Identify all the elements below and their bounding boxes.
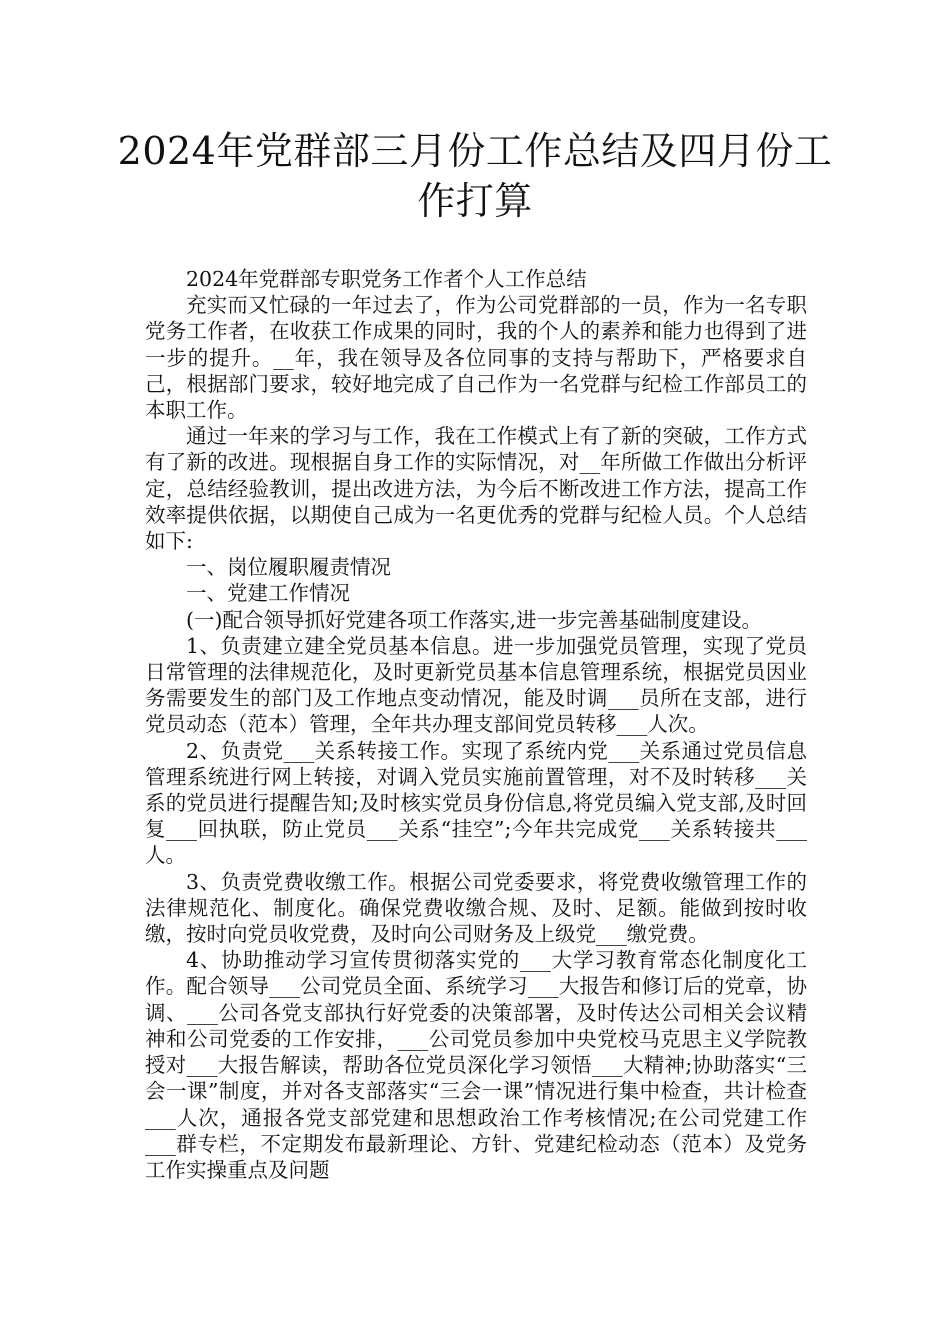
summary-paragraph: 通过一年来的学习与工作，我在工作模式上有了新的突破，工作方式有了新的改进。现根据自身工作的实际情况，对__年所做工作做出分析评定，总结经验教训，提出改进方法，为今后不断改进工作方法，提高工作效率提供依据，以期使自己成为一名更优秀的党群与纪检人员。个人总结如下: <box>145 424 807 554</box>
item-paragraph-3: 3、负责党费收缴工作。根据公司党委要求，将党费收缴管理工作的法律规范化、制度化。确保党费收缴合规、及时、足额。能做到按时收缴，按时向党员收党费，及时向公司财务及上级党___缴党费。 <box>145 869 807 947</box>
item-paragraph-1: 1、负责建立建全党员基本信息。进一步加强党员管理，实现了党员日常管理的法律规范化，及时更新党员基本信息管理系统，根据党员因业务需要发生的部门及工作地点变动情况，能及时调___员所在支部，进行党员动态（范本）管理，全年共办理支部间党员转移___人次。 <box>145 633 807 737</box>
section-heading-party-building: 一、党建工作情况 <box>186 581 350 606</box>
subsection-heading-1: (一)配合领导抓好党建各项工作落实,进一步完善基础制度建设。 <box>186 607 763 632</box>
item-paragraph-4: 4、协助推动学习宣传贯彻落实党的___大学习教育常态化制度化工作。配合领导___公司党员全面、系统学习___大报告和修订后的党章，协调、___公司各党支部执行好党委的决策部署，及时传达公司相关会议精神和公司党委的工作安排，___公司党员参加中央党校马克思主义学院教授对___大报告解读，帮助各位党员深化学习领悟___大精神;协助落实“三会一课”制度，并对各支部落实“三会一课”情况进行集中检查，共计检查___人次，通报各党支部党建和思想政治工作考核情况;在公司党建工作___群专栏，不定期发布最新理论、方针、党建纪检动态（范本）及党务工作实操重点及问题 <box>145 948 807 1182</box>
section-heading-duty: 一、岗位履职履责情况 <box>186 555 391 580</box>
document-title: 2024年党群部三月份工作总结及四月份工作打算 <box>117 129 833 223</box>
document-body <box>145 266 807 1183</box>
intro-paragraph: 充实而又忙碌的一年过去了，作为公司党群部的一员，作为一名专职党务工作者，在收获工作成果的同时，我的个人的素养和能力也得到了进一步的提升。__年，我在领导及各位同事的支持与帮助下，严格要求自己，根据部门要求，较好地完成了自己作为一名党群与纪检工作部员工的本职工作。 <box>145 293 807 423</box>
item-paragraph-2: 2、负责党___关系转接工作。实现了系统内党___关系通过党员信息管理系统进行网上转接，对调入党员实施前置管理，对不及时转移___关系的党员进行提醒告知;及时核实党员身份信息,将党员编入党支部,及时回复___回执联，防止党员___关系“挂空”;今年共完成党___关系转接共___人。 <box>145 738 807 868</box>
subtitle-paragraph: 2024年党群部专职党务工作者个人工作总结 <box>186 267 587 291</box>
